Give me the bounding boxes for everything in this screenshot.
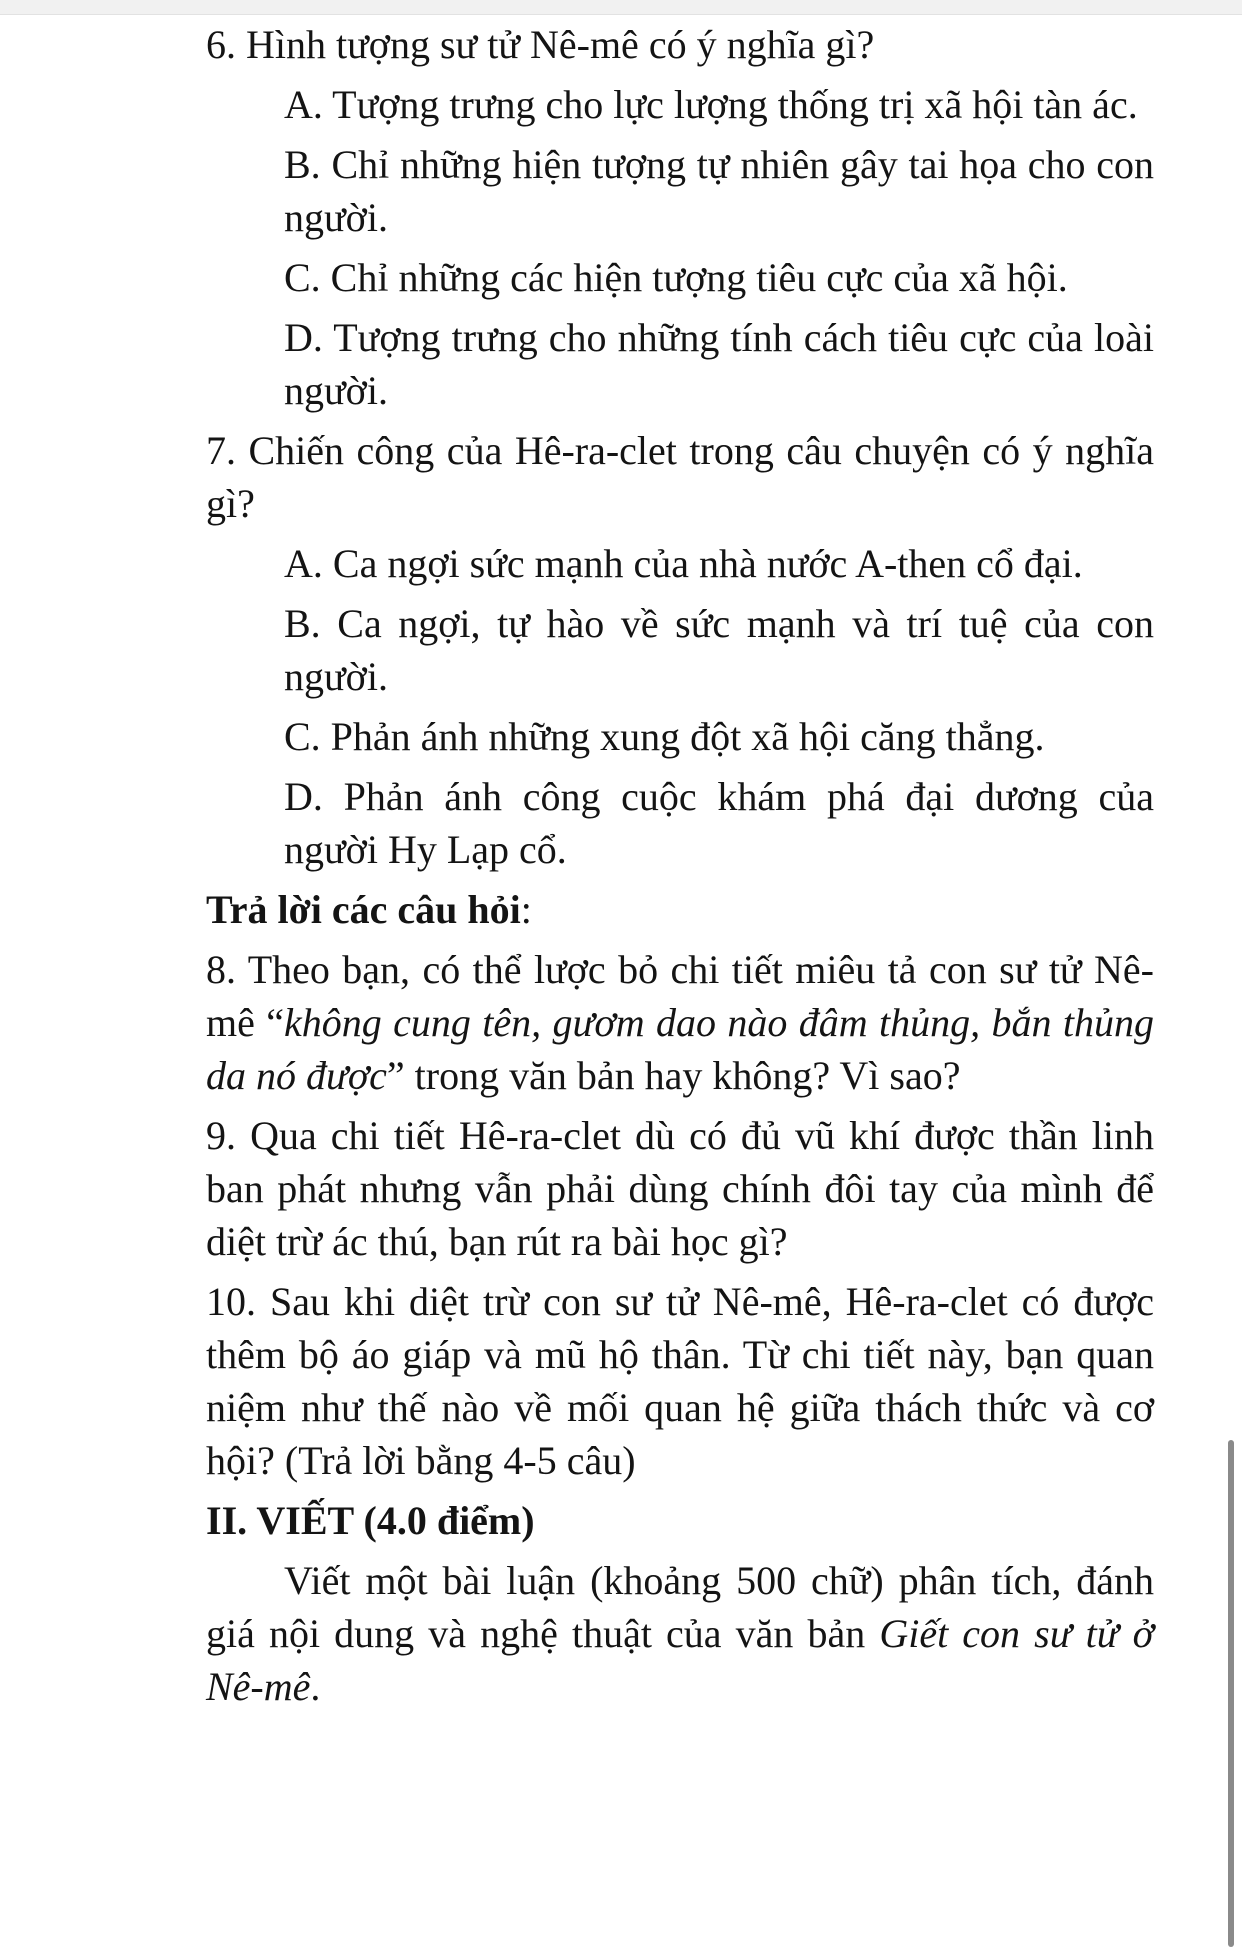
document-page [206,18,1154,1713]
section-2-prompt [206,1554,1154,1713]
question-6-option-d: D. Tượng trưng cho những tính cách tiêu cực của loài người. [284,315,1154,413]
question-10: 10. Sau khi diệt trừ con sư tử Nê-mê, Hê-ra-clet có được thêm bộ áo giáp và mũ hộ thân. Từ chi tiết này, bạn quan niệm như thế nào về mối quan hệ giữa thách thức và cơ hội? (Trả lời bằng 4-5 câu) [206,1279,1154,1483]
section-2-prompt-end: . [310,1664,321,1709]
question-8-text-before: 8. Theo bạn, có thể lược bỏ chi tiết miêu tả con sư tử Nê-mê “ [206,947,1154,1045]
question-6-option-a: A. Tượng trưng cho lực lượng thống trị xã hội tàn ác. [284,82,1138,127]
answer-heading-colon: : [520,887,532,932]
answer-questions-heading [206,883,1154,936]
section-2-prompt-text: Viết một bài luận (khoảng 500 chữ) phân tích, đánh giá nội dung và nghệ thuật của văn bản [206,1558,1154,1656]
question-7: 7. Chiến công của Hê-ra-clet trong câu chuyện có ý nghĩa gì? [206,428,1154,526]
top-edge [0,0,1242,15]
question-7-option-c: C. Phản ánh những xung đột xã hội căng thẳng. [284,714,1045,759]
question-8-quote: không cung tên, gươm dao nào đâm thủng, bắn thủng da nó được [206,1000,1154,1098]
answer-heading-label: Trả lời các câu hỏi [206,887,521,932]
question-8-text-after: ” trong văn bản hay không? Vì sao? [386,1053,961,1098]
question-7-option-d: D. Phản ánh công cuộc khám phá đại dương của người Hy Lạp cổ. [284,774,1154,872]
question-6-option-b: B. Chỉ những hiện tượng tự nhiên gây tai họa cho con người. [284,142,1154,240]
section-2-title: II. VIẾT (4.0 điểm) [206,1498,535,1543]
scrollbar[interactable] [1228,1440,1234,1947]
question-6-option-c: C. Chỉ những các hiện tượng tiêu cực của xã hội. [284,255,1068,300]
section-2-work-title: Giết con sư tử ở Nê-mê [206,1611,1155,1709]
question-9: 9. Qua chi tiết Hê-ra-clet dù có đủ vũ khí được thần linh ban phát nhưng vẫn phải dùng chính đôi tay của mình để diệt trừ ác thú, bạn rút ra bài học gì? [206,1113,1154,1264]
question-6: 6. Hình tượng sư tử Nê-mê có ý nghĩa gì? [206,22,875,67]
question-7-option-b: B. Ca ngợi, tự hào về sức mạnh và trí tuệ của con người. [284,601,1154,699]
question-8 [206,943,1154,1102]
question-7-option-a: A. Ca ngợi sức mạnh của nhà nước A-then cổ đại. [284,541,1083,586]
